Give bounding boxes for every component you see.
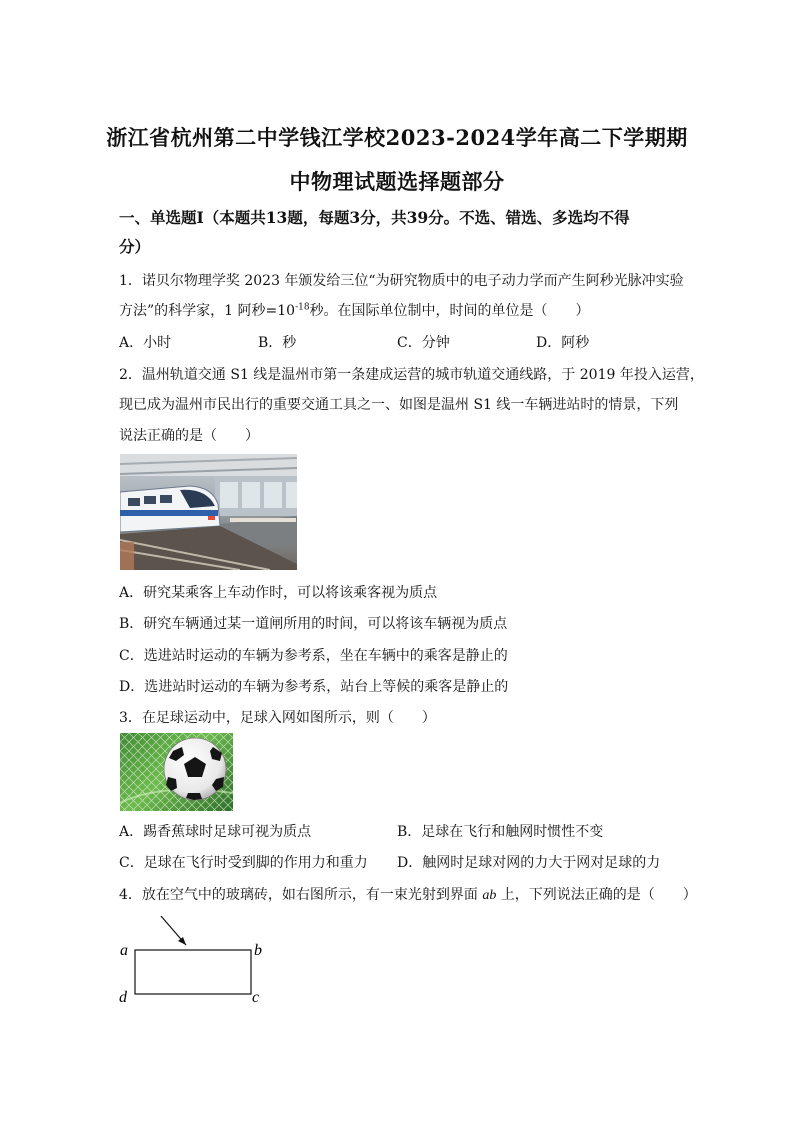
q1-exponent: -18 — [295, 302, 310, 313]
q1-option-d: D．阿秒 — [536, 335, 590, 351]
section-heading-line1: 一、单选题Ⅰ（本题共13题，每题3分，共39分。不选、错选、多选均不得 — [119, 208, 630, 227]
q1-stem-line2-end: 秒。在国际单位制中，时间的单位是（ ） — [309, 303, 590, 319]
q1-option-a: A．小时 — [119, 335, 172, 351]
train-photo-drawing — [120, 454, 297, 570]
q1-option-b: B．秒 — [258, 335, 297, 351]
q4-stem-start: 4．放在空气中的玻璃砖，如右图所示，有一束光射到界面 — [119, 887, 483, 903]
doc-title-line1: 浙江省杭州第二中学钱江学校2023-2024学年高二下学期期 — [106, 125, 688, 150]
q3-option-d: D．触网时足球对网的力大于网对足球的力 — [397, 855, 661, 871]
q4-stem-end: 上，下列说法正确的是（ ） — [496, 887, 697, 903]
q2-stem-line1: 2．温州轨道交通 S1 线是温州市第一条建成运营的城市轨道交通线路，于 2019 年投入运营， — [119, 367, 704, 383]
corner-label-b: b — [254, 942, 262, 959]
glass-block-diagram — [115, 910, 275, 1010]
q3-option-a: A．踢香蕉球时足球可视为质点 — [119, 824, 312, 840]
corner-label-c: c — [252, 989, 260, 1006]
corner-label-d: d — [119, 989, 127, 1006]
q2-stem-line2: 现已成为温州市民出行的重要交通工具之一、如图是温州 S1 线一车辆进站时的情景，下列 — [119, 397, 679, 413]
section-heading-line2: 分） — [119, 237, 151, 256]
q3-option-b: B．足球在飞行和触网时惯性不变 — [397, 824, 604, 840]
q4-interface-label: ab — [482, 888, 497, 903]
q3-stem-line1: 3．在足球运动中，足球入网如图所示，则（ ） — [119, 710, 436, 726]
glass-block — [135, 950, 251, 994]
train-photo — [120, 454, 297, 570]
soccer-ball-drawing — [120, 733, 233, 811]
q1-stem-line2-start: 方法”的科学家，1 阿秒=10 — [119, 303, 296, 319]
q1-option-c: C．分钟 — [397, 335, 450, 351]
q2-option-d: D．选进站时运动的车辆为参考系，站台上等候的乘客是静止的 — [119, 679, 509, 695]
q1-stem-line2 — [119, 300, 590, 320]
doc-title-line2: 中物理试题选择题部分 — [289, 169, 505, 194]
soccer-ball-photo — [120, 733, 233, 811]
q4-stem-line1 — [119, 884, 697, 904]
light-ray-arrowhead — [178, 937, 186, 945]
q3-option-c: C．足球在飞行时受到脚的作用力和重力 — [119, 855, 368, 871]
q2-option-b: B．研究车辆通过某一道闸所用的时间，可以将该车辆视为质点 — [119, 616, 508, 632]
q2-option-a: A．研究某乘客上车动作时，可以将该乘客视为质点 — [119, 585, 438, 601]
corner-label-a: a — [120, 942, 128, 959]
q2-option-c: C．选进站时运动的车辆为参考系，坐在车辆中的乘客是静止的 — [119, 648, 508, 664]
q2-stem-line3: 说法正确的是（ ） — [119, 428, 259, 444]
q1-stem-line1: 1．诺贝尔物理学奖 2023 年颁发给三位“为研究物质中的电子动力学而产生阿秒光脉冲实验 — [119, 273, 684, 289]
